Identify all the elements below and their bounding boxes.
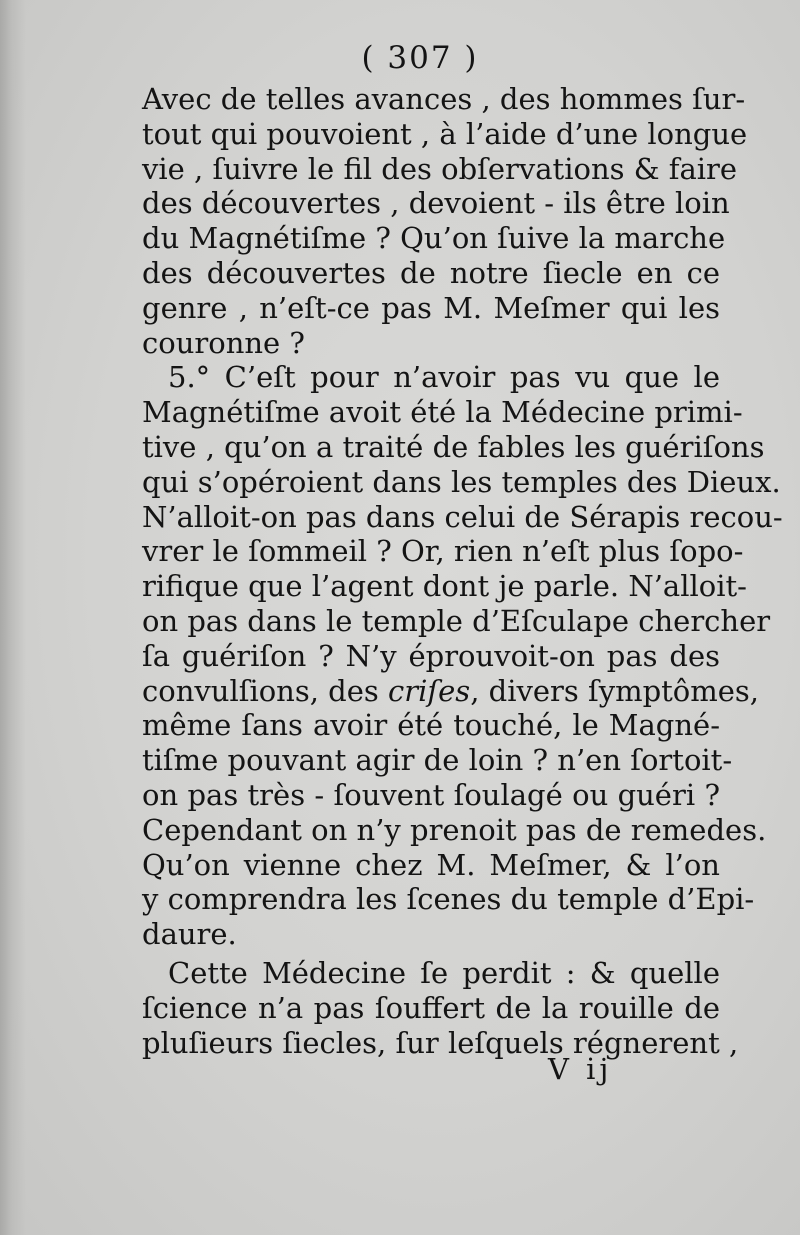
text-line: 5.° C’eſt pour n’avoir pas vu que le [168,360,720,395]
body-text [142,82,783,1060]
text-line: ſa guériſon ? N’y éprouvoit-on pas des [142,638,720,673]
text-line: des découvertes de notre ſiecle en ce [142,255,720,290]
text-line: pluſieurs ſiecles, ſur leſquels régnerent , [142,1025,739,1060]
text-line: y comprendra les ſcenes du temple d’Epi- [142,882,755,917]
signature-mark: V ij [548,1052,613,1086]
text-line: même ſans avoir été touché, le Magné- [142,708,720,743]
text-line: qui s’opéroient dans les temples des Dieux. [142,464,781,499]
text-line: rifique que l’agent dont je parle. N’alloit- [142,569,747,604]
text-line: on pas dans le temple d’Eſculape chercher [142,603,771,638]
text-segment: , divers ſymptômes, [470,673,760,708]
text-line: tiſme pouvant agir de loin ? n’en ſortoit- [142,743,733,778]
text-line: vie , ſuivre le fil des obſervations & faire [142,151,738,186]
text-line-mixed [142,673,760,709]
text-line: des découvertes , devoient - ils être loin [142,186,730,221]
text-line: ſcience n’a pas ſouffert de la rouille de [142,990,720,1025]
page-number: ( 307 ) [361,40,479,76]
text-line: Avec de telles avances , des hommes ſur- [142,82,746,116]
text-line: Magnétiſme avoit été la Médecine primi- [142,395,743,430]
text-line: Qu’on vienne chez M. Meſmer, & l’on [142,847,720,882]
text-line: Cette Médecine ſe perdit : & quelle [168,955,720,990]
text-segment: convulſions, des [142,673,389,708]
text-line: N’alloit-on pas dans celui de Sérapis recou- [142,499,783,534]
text-line: genre , n’eſt-ce pas M. Meſmer qui les [142,290,720,325]
text-line: tout qui pouvoient , à l’aide d’une longue [142,116,748,151]
text-line: on pas très - ſouvent ſoulagé ou guéri ? [142,777,720,812]
text-line: daure. [142,917,237,952]
text-line: Cependant on n’y prenoit pas de remedes. [142,812,767,847]
italic-word: criſes [388,673,471,708]
page-gutter-shadow [0,0,26,1235]
text-line: couronne ? [142,325,305,360]
text-line: tive , qu’on a traité de fables les guériſons [142,429,765,464]
text-line: vrer le ſommeil ? Or, rien n’eſt plus ſopo- [142,534,744,569]
text-line: du Magnétiſme ? Qu’on ſuive la marche [142,221,726,256]
